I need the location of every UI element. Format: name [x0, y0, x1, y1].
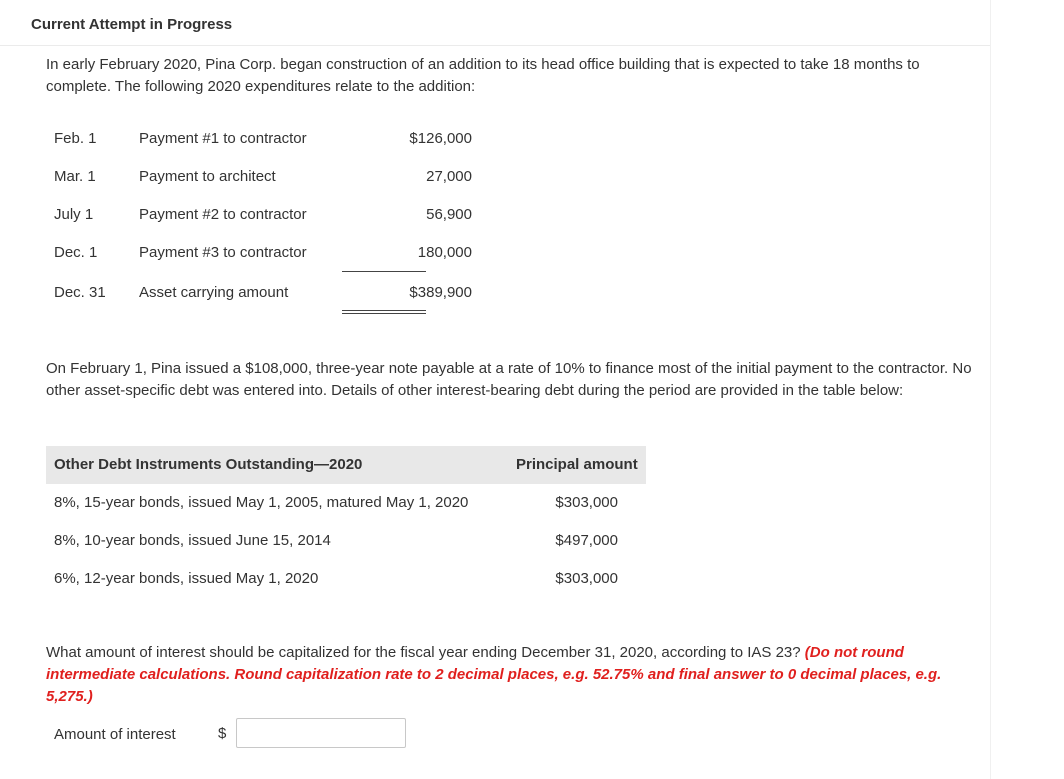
rounding-instruction: (Do not round intermediate calculations. Round capitalization rate to 2 decimal places, e.g. 52.75% and final answer to 0 decimal places, e.g. 5,275.): [46, 644, 942, 705]
expenditure-description: Payment #3 to contractor: [139, 244, 307, 261]
expenditure-date: Dec. 1: [54, 244, 98, 261]
expenditure-description: Asset carrying amount: [139, 284, 289, 301]
answer-label: Amount of interest: [54, 726, 176, 743]
total-double-rule-bottom: [342, 313, 426, 314]
expenditure-amount: $389,900: [409, 284, 472, 301]
attempt-status-title: Current Attempt in Progress: [31, 16, 233, 33]
debt-principal: $303,000: [555, 570, 618, 587]
expenditure-amount: 27,000: [426, 168, 472, 185]
debt-description: 8%, 10-year bonds, issued June 15, 2014: [54, 532, 331, 549]
intro-paragraph: In early February 2020, Pina Corp. began construction of an addition to its head office building that is expected to take 18 months to complete. The following 2020 expenditures relate to the addition:: [46, 56, 920, 95]
debt-principal: $303,000: [555, 494, 618, 511]
expenditure-amount: 180,000: [417, 244, 472, 261]
expenditure-description: Payment to architect: [139, 168, 276, 185]
table-row: [46, 532, 646, 552]
expenditure-amount: 56,900: [426, 206, 472, 223]
table-row: [46, 494, 646, 514]
note-paragraph: On February 1, Pina issued a $108,000, three-year note payable at a rate of 10% to finance most of the initial payment to the contractor. No other asset-specific debt was entered into. Details of other interest-bearing debt during the period are provided in the table below:: [46, 360, 972, 399]
question-paragraph: [46, 642, 976, 708]
attempt-header: [0, 0, 990, 46]
expenditure-description: Payment #2 to contractor: [139, 206, 307, 223]
question-text: What amount of interest should be capitalized for the fiscal year ending December 31, 2020, according to IAS 23?: [46, 644, 805, 661]
debt-table-header: [46, 446, 646, 484]
table-row: [46, 570, 646, 590]
expenditure-date: Feb. 1: [54, 130, 97, 147]
expenditure-amount: $126,000: [409, 130, 472, 147]
debt-column-header: Other Debt Instruments Outstanding—2020: [54, 456, 363, 473]
debt-principal: $497,000: [555, 532, 618, 549]
currency-symbol: $: [218, 725, 227, 742]
expenditure-date: Dec. 31: [54, 284, 106, 301]
expenditure-date: Mar. 1: [54, 168, 96, 185]
amount-of-interest-input[interactable]: [236, 718, 406, 748]
debt-description: 8%, 15-year bonds, issued May 1, 2005, matured May 1, 2020: [54, 494, 469, 511]
expenditure-description: Payment #1 to contractor: [139, 130, 307, 147]
subtotal-rule: [342, 271, 426, 272]
debt-description: 6%, 12-year bonds, issued May 1, 2020: [54, 570, 319, 587]
principal-column-header: Principal amount: [516, 456, 638, 473]
total-double-rule-top: [342, 310, 426, 311]
expenditure-date: July 1: [54, 206, 94, 223]
